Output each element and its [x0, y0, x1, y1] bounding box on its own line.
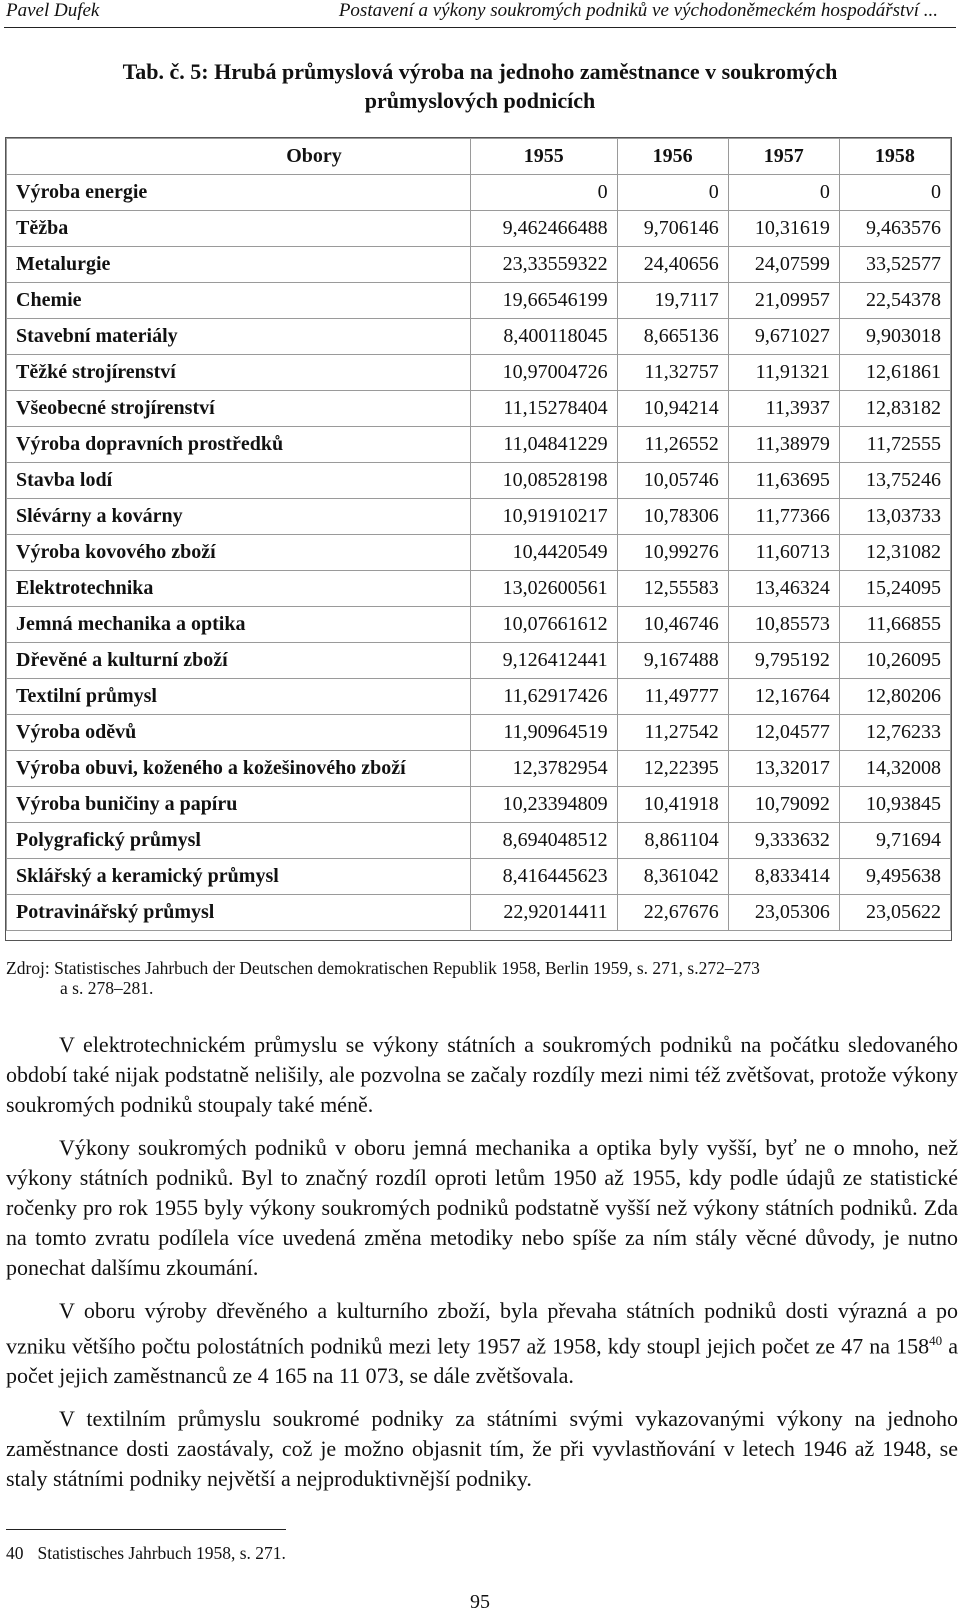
value-cell-1955: 19,66546199	[471, 283, 618, 319]
value-cell-1956: 10,05746	[617, 463, 728, 499]
value-cell-1957: 10,85573	[728, 607, 839, 643]
table-row	[7, 211, 951, 247]
value-cell-1956: 12,55583	[617, 571, 728, 607]
table-row	[7, 427, 951, 463]
value-cell-1957: 9,671027	[728, 319, 839, 355]
table-row	[7, 319, 951, 355]
value-cell-1955: 11,90964519	[471, 715, 618, 751]
value-cell-1956: 8,361042	[617, 859, 728, 895]
value-cell-1956: 8,665136	[617, 319, 728, 355]
obor-cell: Výroba obuvi, koženého a kožešinového zboží	[7, 751, 471, 787]
value-cell-1955: 11,04841229	[471, 427, 618, 463]
value-cell-1956: 9,167488	[617, 643, 728, 679]
value-cell-1956: 24,40656	[617, 247, 728, 283]
value-cell-1958: 12,61861	[839, 355, 950, 391]
paragraph-3-text-b: a počet jejich zaměstnanců ze 4 165 na 11 073, se dále zvětšovala.	[6, 1333, 958, 1389]
table-row	[7, 895, 951, 931]
value-cell-1958: 9,495638	[839, 859, 950, 895]
value-cell-1956: 9,706146	[617, 211, 728, 247]
footnote-number: 40	[6, 1543, 24, 1563]
header-1956: 1956	[617, 139, 728, 175]
value-cell-1957: 12,16764	[728, 679, 839, 715]
paragraph-1: V elektrotechnickém průmyslu se výkony státních a soukromých podniků na počátku sledovaného období také nijak podstatně nelišily, ale pozvolna se začaly rozdíly mezi nimi též zvětšovat, protože výkony soukromých podniků stoupaly také méně.	[6, 1032, 958, 1117]
obor-cell: Polygrafický průmysl	[7, 823, 471, 859]
paragraph-2: Výkony soukromých podniků v oboru jemná mechanika a optika byly vyšší, byť ne o mnoho, než výkony státních podniků. Byl to značný rozdíl oproti letům 1950 až 1955, kdy podle údajů ze statistické ročenky pro rok 1955 byly výkony soukromých podniků podstatně vyšší než výkony státních podniků. Zda na tomto zvratu podílela více uvedená změna metodiky nebo spíše za ním stály věcné důvody, je nutno ponechat dalšímu zkoumání.	[6, 1135, 958, 1280]
table-row	[7, 823, 951, 859]
paragraph-3-text-a: V oboru výroby dřevěného a kulturního zboží, byla převaha státních podniků dosti výrazná a po vzniku většího počtu polostátních podniků mezi lety 1957 až 1958, kdy stoupl jejich počet ze 47 na 158	[6, 1298, 958, 1359]
value-cell-1958: 11,66855	[839, 607, 950, 643]
value-cell-1955: 13,02600561	[471, 571, 618, 607]
value-cell-1958: 23,05622	[839, 895, 950, 931]
body-text	[6, 1030, 958, 1507]
header-1957: 1957	[728, 139, 839, 175]
value-cell-1955: 10,4420549	[471, 535, 618, 571]
obor-cell: Dřevěné a kulturní zboží	[7, 643, 471, 679]
value-cell-1956: 11,32757	[617, 355, 728, 391]
table-row	[7, 355, 951, 391]
obor-cell: Výroba buničiny a papíru	[7, 787, 471, 823]
value-cell-1957: 9,795192	[728, 643, 839, 679]
obor-cell: Výroba kovového zboží	[7, 535, 471, 571]
table-row	[7, 283, 951, 319]
value-cell-1956: 10,99276	[617, 535, 728, 571]
value-cell-1957: 13,32017	[728, 751, 839, 787]
obor-cell: Stavební materiály	[7, 319, 471, 355]
table-title	[0, 57, 960, 115]
value-cell-1958: 22,54378	[839, 283, 950, 319]
value-cell-1955: 8,694048512	[471, 823, 618, 859]
value-cell-1957: 11,3937	[728, 391, 839, 427]
value-cell-1955: 9,462466488	[471, 211, 618, 247]
value-cell-1958: 0	[839, 175, 950, 211]
value-cell-1958: 15,24095	[839, 571, 950, 607]
table-row	[7, 535, 951, 571]
value-cell-1956: 10,41918	[617, 787, 728, 823]
value-cell-1958: 9,903018	[839, 319, 950, 355]
table-row	[7, 175, 951, 211]
value-cell-1956: 22,67676	[617, 895, 728, 931]
value-cell-1957: 11,60713	[728, 535, 839, 571]
value-cell-1956: 19,7117	[617, 283, 728, 319]
header-author: Pavel Dufek	[6, 0, 100, 21]
value-cell-1958: 10,26095	[839, 643, 950, 679]
value-cell-1956: 10,94214	[617, 391, 728, 427]
value-cell-1956: 0	[617, 175, 728, 211]
footnote-rule	[6, 1529, 286, 1530]
header-running-title: Postavení a výkony soukromých podniků ve východoněmeckém hospodářství ...	[338, 0, 938, 21]
data-table	[6, 138, 951, 931]
value-cell-1957: 8,833414	[728, 859, 839, 895]
obor-cell: Výroba oděvů	[7, 715, 471, 751]
value-cell-1957: 11,77366	[728, 499, 839, 535]
value-cell-1958: 12,31082	[839, 535, 950, 571]
value-cell-1958: 9,71694	[839, 823, 950, 859]
value-cell-1958: 13,03733	[839, 499, 950, 535]
value-cell-1956: 11,49777	[617, 679, 728, 715]
obor-cell: Slévárny a kovárny	[7, 499, 471, 535]
obor-cell: Těžba	[7, 211, 471, 247]
value-cell-1958: 12,76233	[839, 715, 950, 751]
table-body	[7, 175, 951, 931]
obor-cell: Výroba energie	[7, 175, 471, 211]
value-cell-1956: 11,27542	[617, 715, 728, 751]
value-cell-1955: 23,33559322	[471, 247, 618, 283]
obor-cell: Těžké strojírenství	[7, 355, 471, 391]
value-cell-1958: 14,32008	[839, 751, 950, 787]
value-cell-1955: 11,15278404	[471, 391, 618, 427]
table-row	[7, 463, 951, 499]
table-title-line-2: průmyslových podnicích	[364, 88, 596, 113]
obor-cell: Metalurgie	[7, 247, 471, 283]
running-header	[0, 0, 960, 26]
value-cell-1957: 23,05306	[728, 895, 839, 931]
page-number: 95	[470, 1591, 490, 1613]
value-cell-1957: 9,333632	[728, 823, 839, 859]
footnote-text: Statistisches Jahrbuch 1958, s. 271.	[37, 1543, 286, 1563]
header-obory: Obory	[7, 139, 471, 175]
value-cell-1955: 8,416445623	[471, 859, 618, 895]
source-line-2: a s. 278–281.	[60, 978, 154, 998]
table-row	[7, 859, 951, 895]
value-cell-1955: 9,126412441	[471, 643, 618, 679]
value-cell-1958: 13,75246	[839, 463, 950, 499]
value-cell-1955: 22,92014411	[471, 895, 618, 931]
obor-cell: Výroba dopravních prostředků	[7, 427, 471, 463]
value-cell-1955: 10,97004726	[471, 355, 618, 391]
table-row	[7, 571, 951, 607]
value-cell-1956: 8,861104	[617, 823, 728, 859]
value-cell-1958: 12,80206	[839, 679, 950, 715]
obor-cell: Potravinářský průmysl	[7, 895, 471, 931]
obor-cell: Sklářský a keramický průmysl	[7, 859, 471, 895]
value-cell-1956: 10,46746	[617, 607, 728, 643]
footnote-ref-40[interactable]: 40	[929, 1333, 943, 1348]
value-cell-1955: 8,400118045	[471, 319, 618, 355]
paragraph-3	[6, 1296, 958, 1391]
value-cell-1957: 21,09957	[728, 283, 839, 319]
value-cell-1955: 12,3782954	[471, 751, 618, 787]
obor-cell: Jemná mechanika a optika	[7, 607, 471, 643]
table-title-line-1: Tab. č. 5: Hrubá průmyslová výroba na jednoho zaměstnance v soukromých	[122, 59, 838, 84]
obor-cell: Elektrotechnika	[7, 571, 471, 607]
obor-cell: Textilní průmysl	[7, 679, 471, 715]
header-1958: 1958	[839, 139, 950, 175]
table-row	[7, 643, 951, 679]
paragraph-4: V textilním průmyslu soukromé podniky za státními svými vykazovanými výkony na jednoho zaměstnance dosti zaostávaly, což je možno objasnit tím, že při vyvlastňování v letech 1946 až 1948, se staly státními podniky největší a nejproduktivnější podniky.	[6, 1406, 958, 1492]
obor-cell: Chemie	[7, 283, 471, 319]
value-cell-1955: 10,91910217	[471, 499, 618, 535]
table-row	[7, 787, 951, 823]
value-cell-1957: 10,79092	[728, 787, 839, 823]
header-1955: 1955	[471, 139, 618, 175]
table-row	[7, 751, 951, 787]
table-row	[7, 247, 951, 283]
value-cell-1957: 11,91321	[728, 355, 839, 391]
value-cell-1955: 10,07661612	[471, 607, 618, 643]
value-cell-1955: 0	[471, 175, 618, 211]
value-cell-1957: 11,63695	[728, 463, 839, 499]
table-row	[7, 499, 951, 535]
value-cell-1955: 10,08528198	[471, 463, 618, 499]
value-cell-1955: 11,62917426	[471, 679, 618, 715]
value-cell-1958: 10,93845	[839, 787, 950, 823]
value-cell-1958: 33,52577	[839, 247, 950, 283]
table-row	[7, 715, 951, 751]
value-cell-1958: 9,463576	[839, 211, 950, 247]
value-cell-1955: 10,23394809	[471, 787, 618, 823]
obor-cell: Stavba lodí	[7, 463, 471, 499]
value-cell-1957: 24,07599	[728, 247, 839, 283]
table-header-row	[7, 139, 951, 175]
value-cell-1957: 13,46324	[728, 571, 839, 607]
value-cell-1957: 10,31619	[728, 211, 839, 247]
obor-cell: Všeobecné strojírenství	[7, 391, 471, 427]
value-cell-1957: 12,04577	[728, 715, 839, 751]
source-line-1: Zdroj: Statistisches Jahrbuch der Deutschen demokratischen Republik 1958, Berlin 1959, s. 271, s.272–273	[6, 958, 760, 978]
table-row	[7, 607, 951, 643]
value-cell-1958: 12,83182	[839, 391, 950, 427]
value-cell-1957: 11,38979	[728, 427, 839, 463]
value-cell-1956: 10,78306	[617, 499, 728, 535]
value-cell-1957: 0	[728, 175, 839, 211]
data-table-frame	[5, 137, 952, 941]
value-cell-1958: 11,72555	[839, 427, 950, 463]
table-source	[6, 958, 936, 998]
footnote	[6, 1543, 286, 1564]
value-cell-1956: 11,26552	[617, 427, 728, 463]
table-row	[7, 391, 951, 427]
value-cell-1956: 12,22395	[617, 751, 728, 787]
header-rule	[4, 27, 956, 28]
table-row	[7, 679, 951, 715]
